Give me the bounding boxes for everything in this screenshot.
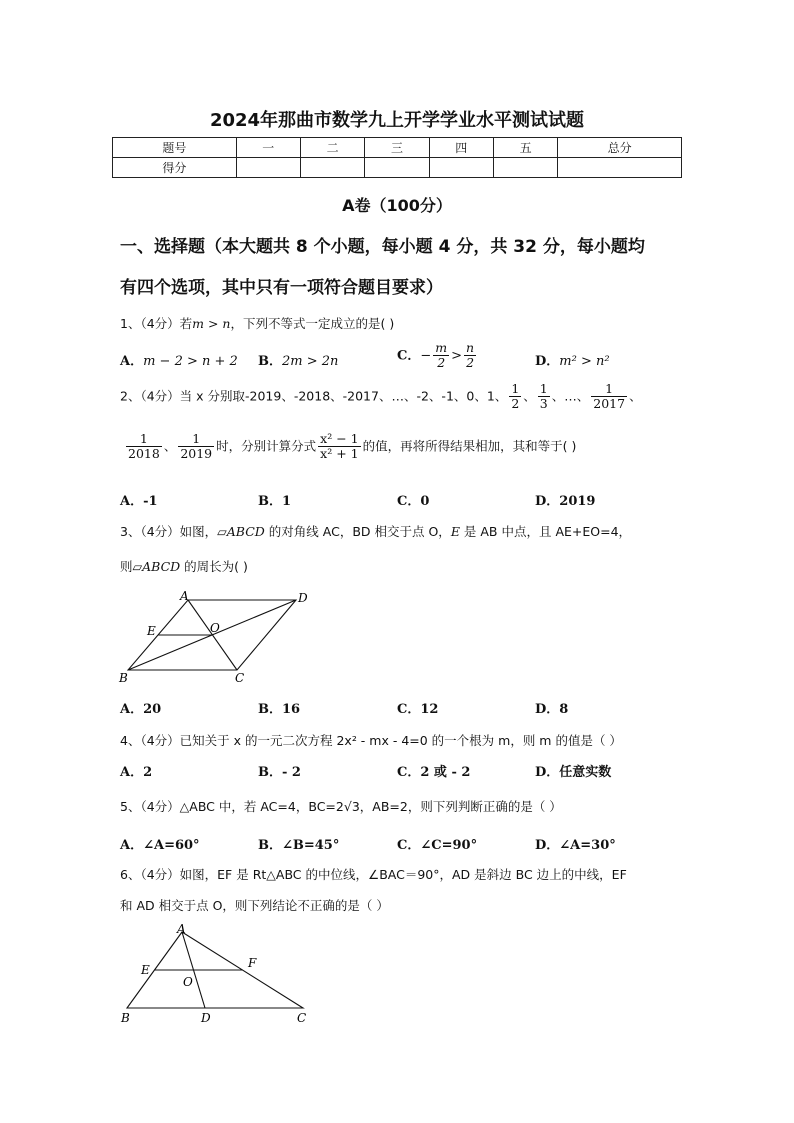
part1-heading-line1: 一、选择题（本大题共 8 个小题，每小题 4 分，共 32 分，每小题均 (120, 237, 645, 257)
question-1-stem (120, 314, 394, 332)
fraction-numerator: 1 (591, 382, 627, 397)
fraction-numerator: 1 (178, 432, 214, 447)
score-cell[interactable] (365, 158, 429, 178)
q1-option-c[interactable] (397, 341, 478, 371)
score-table-header-row (113, 138, 682, 158)
score-cell[interactable] (236, 158, 300, 178)
score-table (112, 137, 682, 178)
fraction-denominator: 3 (539, 396, 548, 412)
separator: 、 (163, 438, 177, 454)
q3-parallelogram-figure (115, 588, 320, 688)
fraction-denominator: 2017 (593, 396, 626, 412)
section-a-heading: A卷（100分） (342, 196, 452, 215)
label-d: D (201, 1011, 211, 1025)
q2-option-a[interactable]: A．-1 (120, 494, 158, 509)
q2-end-text: 的值，再将所得结果相加，其和等于( ) (362, 438, 577, 454)
question-3-line1 (120, 522, 631, 540)
label-a: A (180, 589, 189, 603)
separator: 、…、 (551, 388, 590, 404)
label-d: D (298, 591, 308, 605)
score-header-cell: 一 (236, 138, 300, 158)
q4-option-b[interactable]: B．- 2 (258, 765, 301, 780)
q2-middle-text: 时，分别计算分式 (216, 438, 317, 454)
fraction-denominator: 2019 (180, 446, 213, 462)
q2-option-b[interactable]: B．1 (258, 494, 292, 509)
label-c: C (235, 671, 245, 685)
q1-option-a[interactable] (120, 350, 238, 369)
q3-option-d[interactable]: D．8 (535, 702, 569, 717)
question-4-stem: 4、（4分）已知关于 x 的一元二次方程 2x² - mx - 4=0 的一个根为 m，则 m 的值是（ ） (120, 733, 622, 748)
question-2-line2 (124, 432, 576, 462)
q1-option-d[interactable] (535, 350, 610, 369)
question-6-line2: 和 AD 相交于点 O，则下列结论不正确的是（ ） (120, 898, 389, 913)
q4-option-c[interactable]: C．2 或 - 2 (397, 765, 471, 780)
label-c: C (297, 1011, 307, 1025)
fraction-denominator: 2018 (128, 446, 160, 462)
fraction-numerator: 1 (126, 432, 162, 447)
label-o: O (210, 621, 220, 635)
q3-text: 的对角线 AC，BD 相交于点 O， (264, 524, 451, 539)
label-o: O (183, 975, 193, 989)
q5-option-a[interactable]: A．∠A=60° (120, 838, 200, 853)
score-header-cell: 三 (365, 138, 429, 158)
q5-option-b[interactable]: B．∠B=45° (258, 838, 340, 853)
q2-option-d[interactable]: D．2019 (535, 494, 596, 509)
label-b: B (121, 1011, 130, 1025)
option-letter: B． (258, 354, 282, 369)
q5-sqrt: √3 (343, 799, 360, 814)
q2-prefix: 2、（4分）当 x 分别取-2019、-2018、-2017、…、-2、-1、0、1、 (120, 388, 508, 404)
separator: 、 (629, 388, 642, 404)
score-header-cell: 总分 (558, 138, 682, 158)
q1-condition: m > n (192, 316, 231, 331)
score-table-score-row (113, 158, 682, 178)
q4-option-a[interactable]: A．2 (120, 765, 153, 780)
score-row-label: 得分 (113, 158, 237, 178)
score-header-cell: 题号 (113, 138, 237, 158)
score-header-cell: 二 (300, 138, 364, 158)
q3-option-c[interactable]: C．12 (397, 702, 439, 717)
question-2-line1 (120, 382, 642, 412)
fraction-numerator: x² − 1 (320, 431, 359, 446)
q3-point-e: E (450, 524, 460, 539)
label-e: E (141, 963, 150, 977)
q5-text: ，AB=2，则下列判断正确的是（ ） (359, 799, 562, 814)
q3-option-b[interactable]: B．16 (258, 702, 301, 717)
question-6-line1: 6、（4分）如图，EF 是 Rt△ABC 的中位线，∠BAC＝90°，AD 是斜边 BC 边上的中线，EF (120, 867, 627, 882)
q3-text: 的周长为( ) (180, 559, 248, 574)
separator: 、 (523, 388, 536, 404)
option-letter: C． (397, 348, 421, 364)
page-title: 2024年那曲市数学九上开学学业水平测试试题 (209, 110, 585, 131)
fraction-numerator: m (435, 340, 448, 355)
fraction-denominator: 2 (511, 396, 520, 412)
label-e: E (147, 624, 156, 638)
score-cell[interactable] (300, 158, 364, 178)
q3-text: 则▱ (120, 559, 143, 574)
q2-option-c[interactable]: C．0 (397, 494, 430, 509)
label-f: F (248, 956, 257, 970)
q1-suffix: ，下列不等式一定成立的是( ) (230, 316, 395, 331)
option-math: m² > n² (559, 354, 610, 369)
score-header-cell: 四 (429, 138, 493, 158)
q1-prefix: 1、（4分）若 (120, 316, 193, 331)
score-cell[interactable] (493, 158, 557, 178)
question-3-line2 (120, 557, 248, 575)
option-math: − (420, 348, 432, 364)
q3-text: 3、（4分）如图， (120, 524, 218, 539)
fraction-numerator: 1 (511, 381, 520, 396)
fraction-numerator: 1 (539, 381, 548, 396)
option-math: > (451, 348, 463, 364)
score-cell[interactable] (558, 158, 682, 178)
q5-option-d[interactable]: D．∠A=30° (535, 838, 616, 853)
q3-parallelogram-name: ▱ABCD (217, 524, 265, 539)
label-a: A (177, 922, 186, 936)
score-cell[interactable] (429, 158, 493, 178)
q5-text: 5、（4分）△ABC 中，若 AC=4，BC=2 (120, 799, 344, 814)
q3-parallelogram-name: ABCD (142, 559, 181, 574)
q5-option-c[interactable]: C．∠C=90° (397, 838, 478, 853)
option-letter: D． (535, 354, 560, 369)
fraction-denominator: 2 (437, 355, 446, 371)
question-5-stem (120, 797, 562, 815)
option-math: m − 2 > n + 2 (143, 354, 238, 369)
q1-option-b[interactable] (258, 350, 338, 369)
option-math: 2m > 2n (282, 354, 339, 369)
q6-triangle-figure (115, 920, 315, 1026)
label-b: B (119, 671, 128, 685)
fraction-numerator: n (466, 340, 475, 355)
part1-heading-line2: 有四个选项，其中只有一项符合题目要求） (120, 278, 443, 298)
score-header-cell: 五 (493, 138, 557, 158)
q4-option-d[interactable]: D．任意实数 (535, 765, 612, 780)
fraction-denominator: 2 (466, 355, 475, 371)
option-letter: A． (120, 354, 144, 369)
q3-option-a[interactable]: A．20 (120, 702, 162, 717)
q3-text: 是 AB 中点，且 AE+EO=4， (459, 524, 632, 539)
fraction-denominator: x² + 1 (320, 446, 359, 462)
